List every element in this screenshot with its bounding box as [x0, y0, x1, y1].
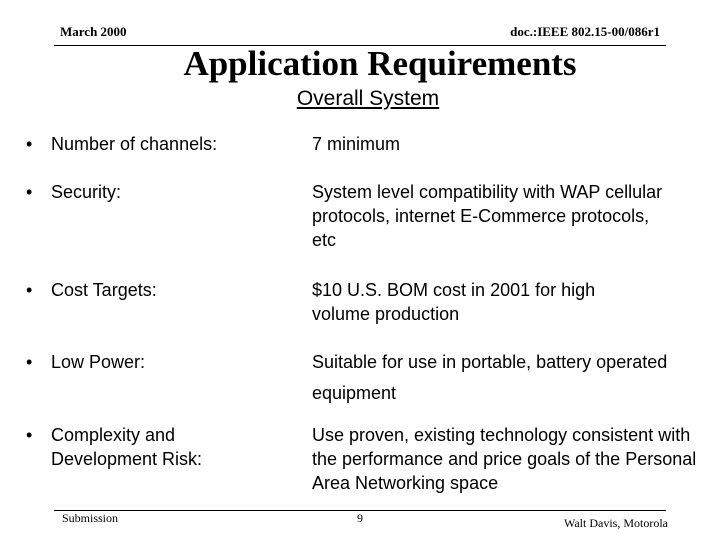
- footer-author: Walt Davis, Motorola: [563, 516, 668, 530]
- bullet-icon: •: [26, 280, 33, 300]
- requirement-value: 7 minimum: [312, 134, 401, 154]
- bullet-icon: •: [26, 182, 33, 202]
- requirement-value: Use proven, existing technology consistent with the performance and price goals of the Personal Area Networking space: [312, 425, 697, 493]
- requirement-label: Cost Targets:: [51, 280, 157, 300]
- requirement-value: $10 U.S. BOM cost in 2001 for high volume production: [312, 280, 596, 324]
- requirement-label: Complexity and Development Risk:: [51, 425, 203, 469]
- slide-title: Application Requirements: [183, 44, 577, 83]
- bullet-icon: •: [26, 425, 33, 445]
- footer-submission: Submission: [62, 511, 119, 525]
- header-doc-id: doc.:IEEE 802.15-00/086r1: [510, 24, 660, 39]
- requirement-value: System level compatibility with WAP cellular protocols, internet E-Commerce protocols, etc: [312, 182, 663, 250]
- header-date: March 2000: [60, 24, 127, 39]
- requirement-value: Suitable for use in portable, battery operated equipment: [312, 352, 668, 403]
- requirement-label: Number of channels:: [51, 134, 218, 154]
- page-number: 9: [357, 511, 363, 525]
- requirement-label: Security:: [51, 182, 122, 202]
- bullet-icon: •: [26, 134, 33, 154]
- requirement-label: Low Power:: [51, 352, 146, 372]
- bullet-icon: •: [26, 352, 33, 372]
- slide-subtitle: Overall System: [296, 87, 440, 110]
